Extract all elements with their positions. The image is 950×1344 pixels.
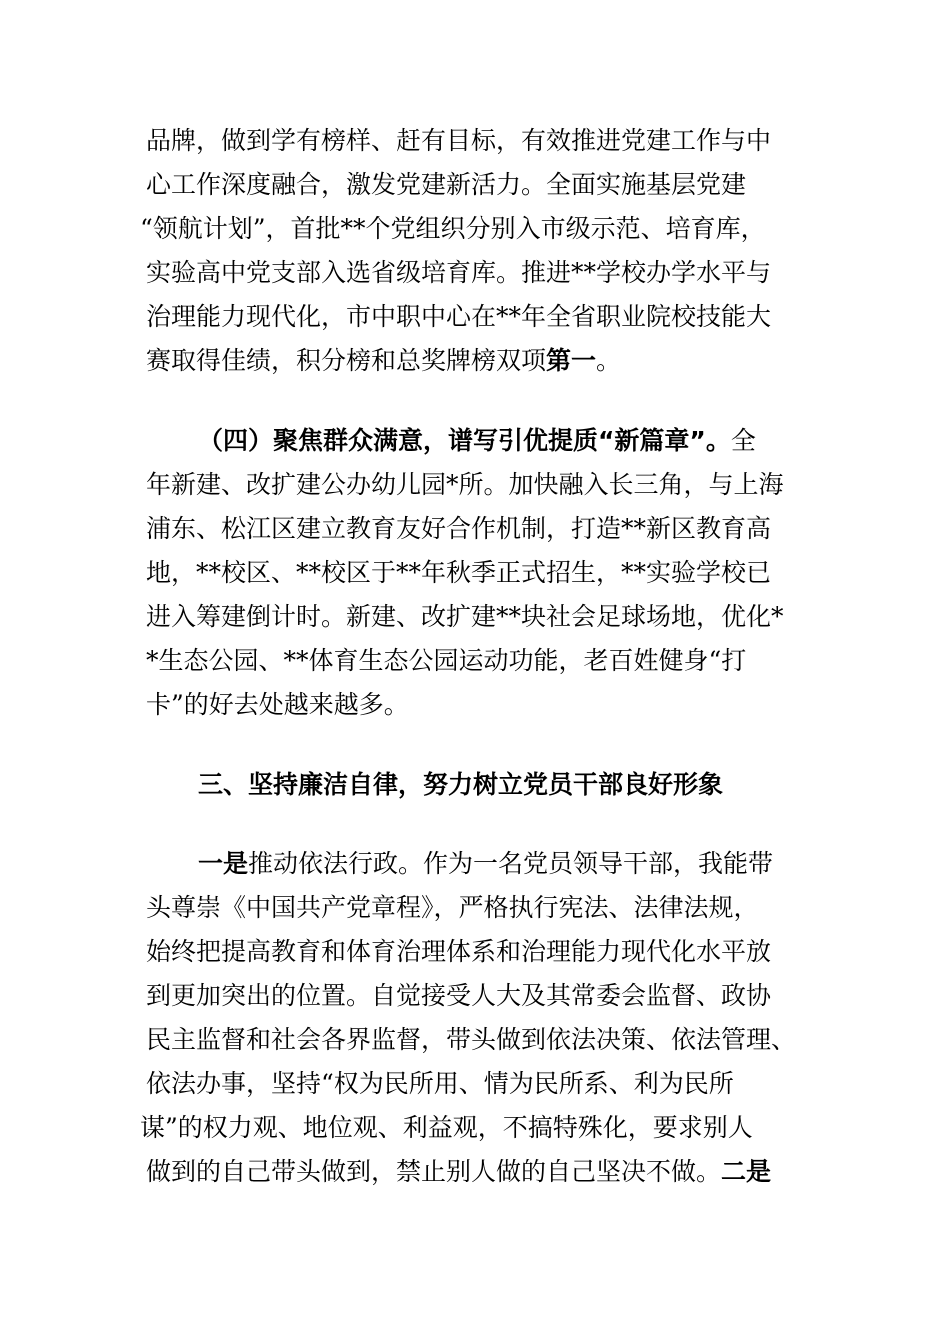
paragraph-1-line-5: 治理能力现代化，市中职中心在**年全省职业院校技能大 <box>146 302 772 331</box>
paragraph-3-line-1 <box>198 844 773 884</box>
paragraph-3-line-4: 到更加突出的位置。自觉接受人大及其常委会监督、政协 <box>146 981 772 1010</box>
paragraph-2-line-4: 地，**校区、**校区于**年秋季正式招生，**实验学校已 <box>146 558 772 587</box>
paragraph-1-line-2: 心工作深度融合，激发党建新活力。全面实施基层党建 <box>146 170 747 199</box>
paragraph-1-line-6-end: 。 <box>596 346 622 375</box>
paragraph-3-line-1-rest: 推动依法行政。作为一名党员领导干部，我能带 <box>248 849 774 878</box>
paragraph-3-bold-second: 二是 <box>721 1157 772 1186</box>
paragraph-1-line-6 <box>146 341 621 381</box>
paragraph-2-line-2: 年新建、改扩建公办幼儿园*所。加快融入长三角，与上海 <box>146 470 784 499</box>
paragraph-3-line-8 <box>146 1152 771 1192</box>
paragraph-2-line-6: *生态公园、**体育生态公园运动功能，老百姓健身“打 <box>146 646 747 675</box>
paragraph-2-line-7: 卡”的好去处越来越多。 <box>146 690 409 719</box>
paragraph-1-line-4: 实验高中党支部入选省级培育库。推进**学校办学水平与 <box>146 258 772 287</box>
paragraph-1-line-6-text: 赛取得佳绩，积分榜和总奖牌榜双项 <box>146 346 547 375</box>
paragraph-3-line-3: 始终把提高教育和体育治理体系和治理能力现代化水平放 <box>146 937 772 966</box>
paragraph-1-line-3: “领航计划”，首批**个党组织分别入市级示范、培育库， <box>140 214 766 243</box>
paragraph-3-line-8-text: 做到的自己带头做到，禁止别人做的自己坚决不做。 <box>146 1157 722 1186</box>
paragraph-2-line-1-rest: 全 <box>730 426 756 455</box>
paragraph-2-bold-lead: （四）聚焦群众满意，谱写引优提质“新篇章”。 <box>198 426 731 455</box>
paragraph-2-line-3: 浦东、松江区建立教育友好合作机制，打造**新区教育高 <box>146 514 772 543</box>
paragraph-2-line-5: 进入筹建倒计时。新建、改扩建**块社会足球场地，优化* <box>146 602 784 631</box>
paragraph-3-line-7: 谋”的权力观、地位观、利益观，不搞特殊化，要求别人 <box>140 1113 753 1142</box>
paragraph-2-line-1 <box>198 421 756 461</box>
paragraph-1-bold-first: 第一 <box>546 346 597 375</box>
paragraph-3-line-2: 头尊崇《中国共产党章程》，严格执行宪法、法律法规， <box>146 893 759 922</box>
paragraph-3-line-5: 民主监督和社会各界监督，带头做到依法决策、依法管理、 <box>146 1025 797 1054</box>
section-heading: 三、坚持廉洁自律，努力树立党员干部良好形象 <box>198 770 724 799</box>
paragraph-3-bold-lead: 一是 <box>198 849 249 878</box>
paragraph-3-line-6: 依法办事，坚持“权为民所用、情为民所系、利为民所 <box>146 1069 734 1098</box>
paragraph-1-line-1: 品牌，做到学有榜样、赶有目标，有效推进党建工作与中 <box>146 126 772 155</box>
